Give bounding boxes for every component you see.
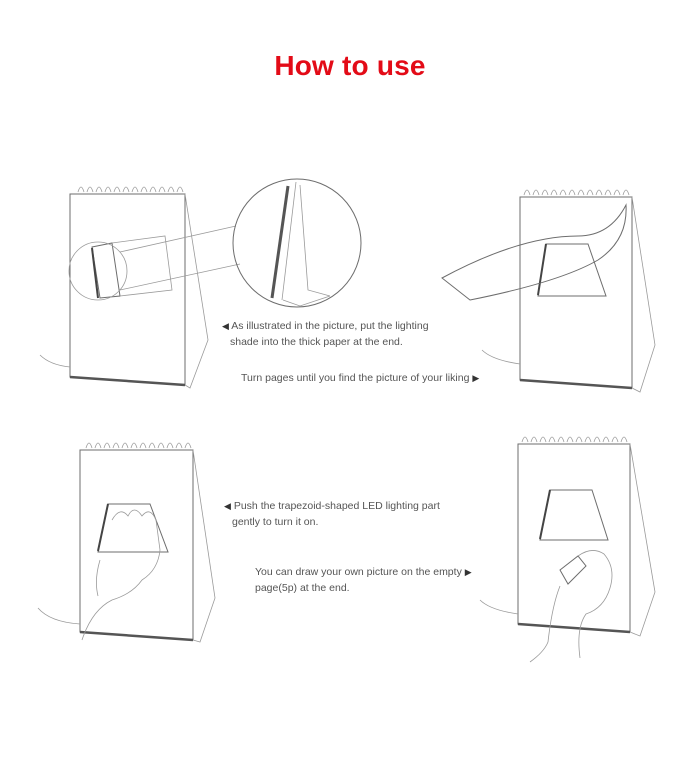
- step-3-line-2: gently to turn it on.: [232, 516, 319, 528]
- step-2-text: Turn pages until you find the picture of your liking: [241, 372, 470, 384]
- step-1-line-1: As illustrated in the picture, put the lighting: [231, 320, 429, 332]
- step-3-line-1: Push the trapezoid-shaped LED lighting part: [233, 500, 440, 512]
- step-4-line-1: You can draw your own picture on the empty: [255, 566, 462, 578]
- left-arrow-icon: ◀: [224, 501, 231, 511]
- calendar-illustration-1: [40, 179, 361, 388]
- step-1-line-2: shade into the thick paper at the end.: [230, 336, 403, 348]
- step-4-line-2: page(5p) at the end.: [255, 582, 350, 594]
- right-arrow-icon: ▶: [464, 567, 472, 577]
- left-arrow-icon: ◀: [222, 321, 229, 331]
- calendar-illustration-2: [442, 190, 655, 392]
- step-1-caption: [222, 318, 429, 350]
- step-3-caption: [224, 498, 440, 530]
- step-2-caption: [241, 370, 479, 386]
- page-title: How to use: [274, 50, 426, 81]
- step-4-caption: [255, 564, 472, 596]
- right-arrow-icon: ▶: [472, 373, 480, 383]
- calendar-illustration-3: [38, 443, 215, 642]
- calendar-illustration-4: [480, 437, 655, 662]
